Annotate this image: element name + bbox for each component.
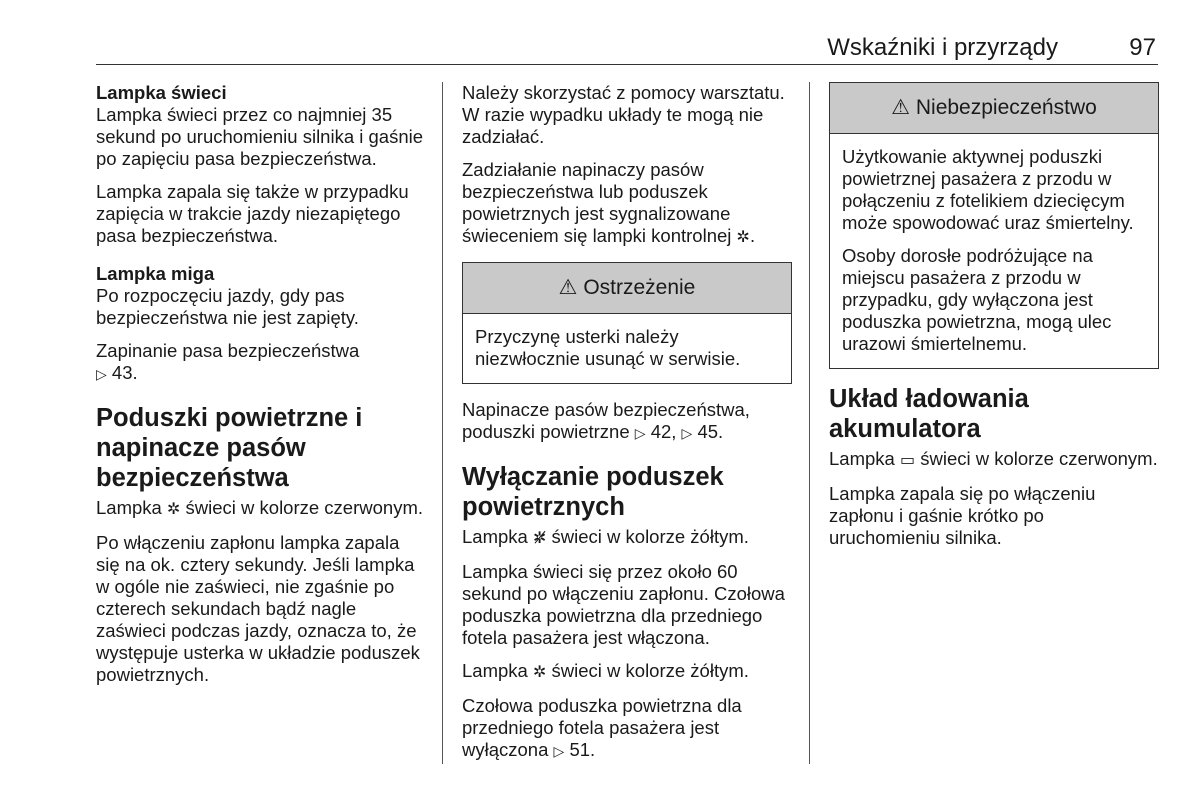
paragraph-with-reference [462,695,792,762]
danger-box-body [830,134,1158,368]
paragraph-with-icon [462,660,792,684]
page-number: 97 [1129,34,1156,61]
airbag-warning-icon: ✲ [166,501,181,518]
warning-box-header [463,263,791,314]
subheading-lamp-flashes: Lampka miga [96,263,215,284]
paragraph-text: Lampka [462,526,528,547]
heading-airbags: Poduszki powietrzne i napinacze pasów bezpieczeństwa [96,404,363,492]
paragraph: Po włączeniu zapłonu lampka zapala się na ok. cztery sekundy. Jeśli lampka w ogóle nie zaświeci, nie zgaśnie po czterech sekundach bądź nagle zaświeci podczas jazdy, oznacza to, że występuje usterka w układzie poduszek powietrznych. [96,532,420,685]
reference-arrow-icon: ▷ [681,425,693,441]
paragraph-text: . [749,225,756,246]
paragraph: Po rozpoczęciu jazdy, gdy pas bezpieczeństwa nie jest zapięty. [96,285,359,328]
warning-box-body [463,314,791,383]
airbag-warning-icon: ✲ [736,229,750,246]
paragraph-text: Lampka [829,448,895,469]
paragraph-text: Lampka [462,660,528,681]
paragraph: Lampka zapala się po włączeniu zapłonu i gaśnie krótko po uruchomieniu silnika. [829,483,1096,548]
paragraph: Lampka świeci się przez około 60 sekund po włączeniu zapłonu. Czołowa poduszka powietrzna dla przedniego fotela pasażera jest włączona. [462,561,785,648]
page-reference[interactable]: 51. [569,739,596,760]
page-reference[interactable]: 45. [697,421,724,442]
paragraph-text: Lampka [96,497,162,518]
paragraph: Lampka zapala się także w przypadku zapięcia w trakcie jazdy niezapiętego pasa bezpieczeństwa. [96,181,409,246]
danger-text: Osoby dorosłe podróżujące na miejscu pasażera z przodu w przypadku, gdy wyłączona jest poduszka powietrzna, mogą ulec urazowi śmiertelnemu. [842,245,1112,354]
airbag-on-icon: ✲ [532,664,547,681]
column-2 [462,82,792,773]
warning-box [462,262,792,384]
paragraph: Lampka świeci przez co najmniej 35 sekund po uruchomieniu silnika i gaśnie po zapięciu pasa bezpieczeństwa. [96,104,424,169]
paragraph-with-icon [462,526,792,550]
page-header [96,0,1158,65]
warning-triangle-icon: ⚠ [891,96,911,119]
paragraph-text: Czołowa poduszka powietrzna dla przedniego fotela pasażera jest wyłączona [462,695,742,760]
danger-box [829,82,1159,369]
warning-triangle-icon: ⚠ [558,276,578,299]
paragraph-with-reference [462,399,792,444]
warning-text: Przyczynę usterki należy niezwłocznie usunąć w serwisie. [475,326,741,369]
paragraph-text: Zapinanie pasa bezpieczeństwa [96,340,360,361]
paragraph-with-reference [96,340,426,385]
battery-icon: ▭ [899,452,916,469]
column-1 [96,82,426,697]
danger-text: Użytkowanie aktywnej poduszki powietrznej pasażera z przodu w połączeniu z fotelikiem dziecięcym może spowodować uraz śmiertelny. [842,146,1134,233]
airbag-off-icon: ✲̸ [532,530,547,547]
danger-title: Niebezpieczeństwo [915,96,1097,119]
column-3 [829,82,1159,560]
paragraph-text: świeci w kolorze żółtym. [551,660,749,681]
paragraph-text: świeci w kolorze czerwonym. [185,497,423,518]
reference-arrow-icon: ▷ [553,743,565,759]
heading-battery-charging: Układ ładowania akumulatora [829,385,1029,443]
paragraph-with-icon [829,448,1159,472]
section-title: Wskaźniki i przyrządy [827,34,1058,61]
danger-box-header [830,83,1158,134]
paragraph-text: świeci w kolorze czerwonym. [920,448,1158,469]
paragraph-text: Napinacze pasów bezpieczeństwa, poduszki powietrzne [462,399,750,442]
paragraph-text: świeci w kolorze żółtym. [551,526,749,547]
reference-arrow-icon: ▷ [96,366,107,382]
paragraph-with-icon [462,159,792,249]
column-divider-1 [442,82,443,764]
reference-arrow-icon: ▷ [634,425,646,441]
column-divider-2 [809,82,810,764]
paragraph: Należy skorzystać z pomocy warsztatu. W razie wypadku układy te mogą nie zadziałać. [462,82,785,147]
paragraph-text: Zadziałanie napinaczy pasów bezpieczeństwa lub poduszek powietrznych jest sygnalizowane świeceniem się lampki kontrolnej [462,159,732,246]
subheading-lamp-on: Lampka świeci [96,82,227,103]
heading-airbag-deactivation: Wyłączanie poduszek powietrznych [462,463,724,521]
paragraph-with-icon [96,497,426,521]
page-reference[interactable]: 42, [650,421,677,442]
warning-title: Ostrzeżenie [583,276,696,299]
page-reference[interactable]: 43. [111,362,138,383]
